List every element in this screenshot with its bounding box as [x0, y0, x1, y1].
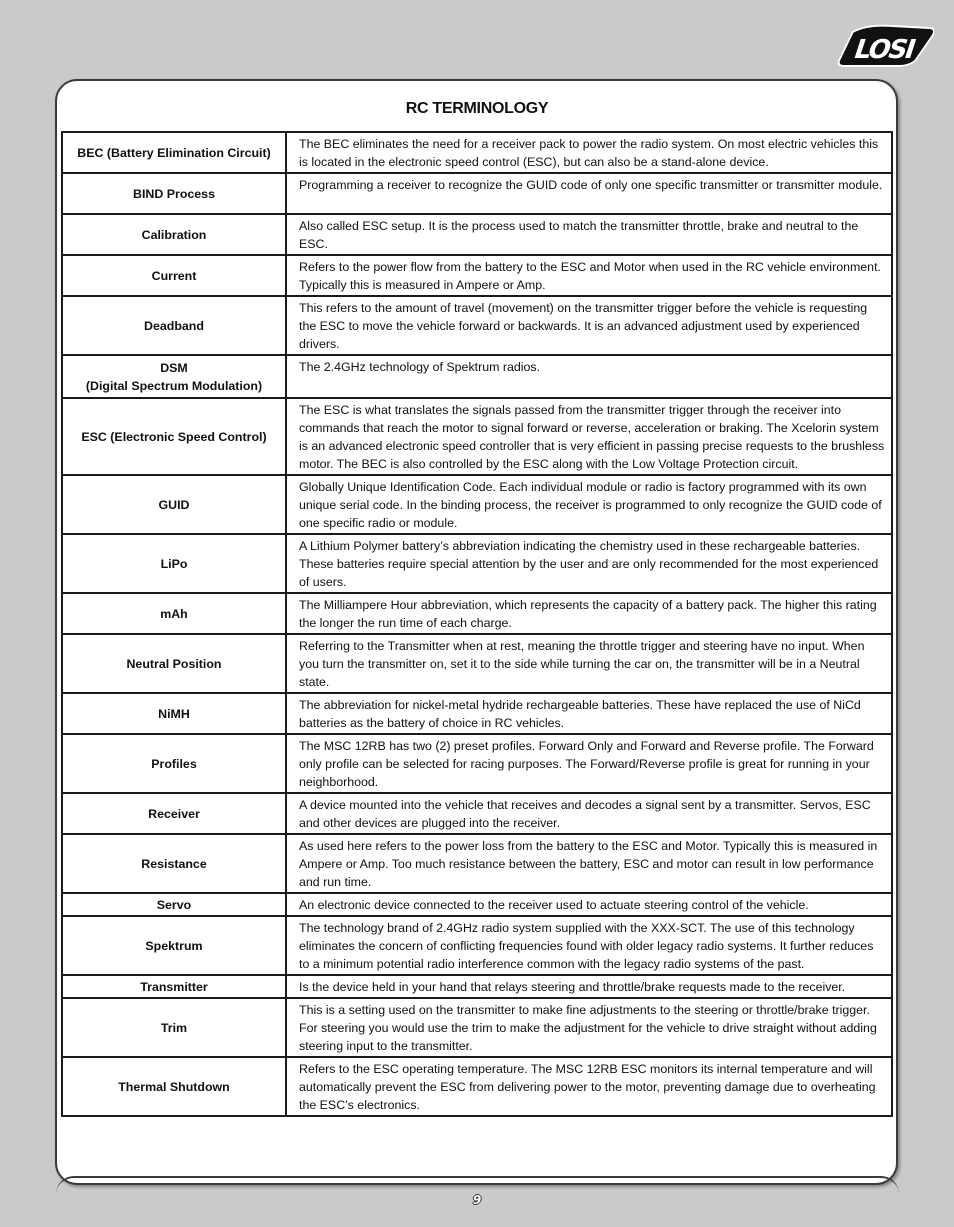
term-cell: Calibration — [62, 214, 286, 255]
definition-cell: Refers to the power flow from the battery to the ESC and Motor when used in the RC vehicle environment. Typically this is measured in Ampere or Amp. — [286, 255, 892, 296]
losi-logo-icon — [834, 22, 934, 70]
terminology-row — [62, 793, 892, 834]
terminology-row — [62, 893, 892, 916]
terminology-row — [62, 355, 892, 398]
term-cell: Spektrum — [62, 916, 286, 975]
term-cell: Receiver — [62, 793, 286, 834]
term-cell: LiPo — [62, 534, 286, 593]
definition-cell: The BEC eliminates the need for a receiver pack to power the radio system. On most electric vehicles this is located in the electronic speed control (ESC), but can also be a stand-alone device. — [286, 132, 892, 173]
definition-cell: Refers to the ESC operating temperature. The MSC 12RB ESC monitors its internal temperature and will automatically prevent the ESC from delivering power to the motor, preventing damage due to overheating the ESC’s electronics. — [286, 1057, 892, 1116]
page-title: RC TERMINOLOGY — [405, 100, 549, 117]
definition-cell: A device mounted into the vehicle that receives and decodes a signal sent by a transmitter. Servos, ESC and other devices are plugged into the receiver. — [286, 793, 892, 834]
terminology-row — [62, 255, 892, 296]
terminology-row — [62, 1057, 892, 1116]
definition-cell: The technology brand of 2.4GHz radio system supplied with the XXX-SCT. The use of this technology eliminates the concern of conflicting frequencies found with older legacy radio systems. It further reduces to a minimum potential radio interference common with the legacy radio systems of the past. — [286, 916, 892, 975]
terminology-row — [62, 916, 892, 975]
term-cell: mAh — [62, 593, 286, 634]
terminology-row — [62, 214, 892, 255]
terminology-row — [62, 975, 892, 998]
definition-cell: The ESC is what translates the signals passed from the transmitter trigger through the receiver into commands that reach the motor to signal forward or reverse, acceleration or braking. The Xcelorin system is an advanced electronic speed controller that is very efficient in passing precise requests to the brushless motor. The BEC is also controlled by the ESC along with the Low Voltage Protection circuit. — [286, 398, 892, 475]
term-cell: ESC (Electronic Speed Control) — [62, 398, 286, 475]
definition-cell: Programming a receiver to recognize the GUID code of only one specific transmitter or transmitter module. — [286, 173, 892, 214]
terminology-row — [62, 593, 892, 634]
term-cell: Trim — [62, 998, 286, 1057]
term-cell: Profiles — [62, 734, 286, 793]
term-cell: Thermal Shutdown — [62, 1057, 286, 1116]
term-cell: Neutral Position — [62, 634, 286, 693]
terminology-row — [62, 834, 892, 893]
terminology-table — [61, 131, 893, 1117]
definition-cell: The Milliampere Hour abbreviation, which represents the capacity of a battery pack. The higher this rating the longer the run time of each charge. — [286, 593, 892, 634]
term-cell: DSM (Digital Spectrum Modulation) — [62, 355, 286, 398]
terminology-row — [62, 693, 892, 734]
term-cell: Transmitter — [62, 975, 286, 998]
terminology-row — [62, 734, 892, 793]
terminology-row — [62, 296, 892, 355]
definition-cell: The abbreviation for nickel-metal hydride rechargeable batteries. These have replaced the use of NiCd batteries as the battery of choice in RC vehicles. — [286, 693, 892, 734]
term-cell: NiMH — [62, 693, 286, 734]
definition-cell: An electronic device connected to the receiver used to actuate steering control of the vehicle. — [286, 893, 892, 916]
definition-cell: The MSC 12RB has two (2) preset profiles. Forward Only and Forward and Reverse profile. The Forward only profile can be selected for racing purposes. The Forward/Reverse profile is great for running in your neighborhood. — [286, 734, 892, 793]
page-number: 9 — [472, 1193, 482, 1207]
terminology-row — [62, 998, 892, 1057]
definition-cell: Is the device held in your hand that relays steering and throttle/brake requests made to the receiver. — [286, 975, 892, 998]
definition-cell: Also called ESC setup. It is the process used to match the transmitter throttle, brake and neutral to the ESC. — [286, 214, 892, 255]
footer-divider — [56, 1176, 899, 1194]
definition-cell: A Lithium Polymer battery’s abbreviation indicating the chemistry used in these rechargeable batteries. These batteries require special attention by the user and are only recommended for the most experienced of users. — [286, 534, 892, 593]
term-cell: Deadband — [62, 296, 286, 355]
definition-cell: This is a setting used on the transmitter to make fine adjustments to the steering or throttle/brake trigger. For steering you would use the trim to make the adjustment for the vehicle to drive straight without adding steering input to the transmitter. — [286, 998, 892, 1057]
terminology-row — [62, 634, 892, 693]
terminology-row — [62, 398, 892, 475]
definition-cell: This refers to the amount of travel (movement) on the transmitter trigger before the vehicle is requesting the ESC to move the vehicle forward or backwards. It is an advanced adjustment used by experienced drivers. — [286, 296, 892, 355]
terminology-row — [62, 132, 892, 173]
definition-cell: As used here refers to the power loss from the battery to the ESC and Motor. Typically this is measured in Ampere or Amp. Too much resistance between the battery, ESC and motor can result in low performance and run time. — [286, 834, 892, 893]
terminology-row — [62, 534, 892, 593]
term-cell: GUID — [62, 475, 286, 534]
terminology-row — [62, 475, 892, 534]
definition-cell: The 2.4GHz technology of Spektrum radios. — [286, 355, 892, 398]
svg-text:LOSI: LOSI — [850, 34, 918, 65]
term-cell: Servo — [62, 893, 286, 916]
definition-cell: Globally Unique Identification Code. Each individual module or radio is factory programmed with its own unique serial code. In the binding process, the receiver is programmed to only recognize the GUID code of one specific radio or module. — [286, 475, 892, 534]
definition-cell: Referring to the Transmitter when at rest, meaning the throttle trigger and steering have no input. When you turn the transmitter on, set it to the side while turning the car on, the transmitter will be in a Neutral state. — [286, 634, 892, 693]
term-cell: BEC (Battery Elimination Circuit) — [62, 132, 286, 173]
terminology-row — [62, 173, 892, 214]
term-cell: Resistance — [62, 834, 286, 893]
term-cell: BIND Process — [62, 173, 286, 214]
term-cell: Current — [62, 255, 286, 296]
